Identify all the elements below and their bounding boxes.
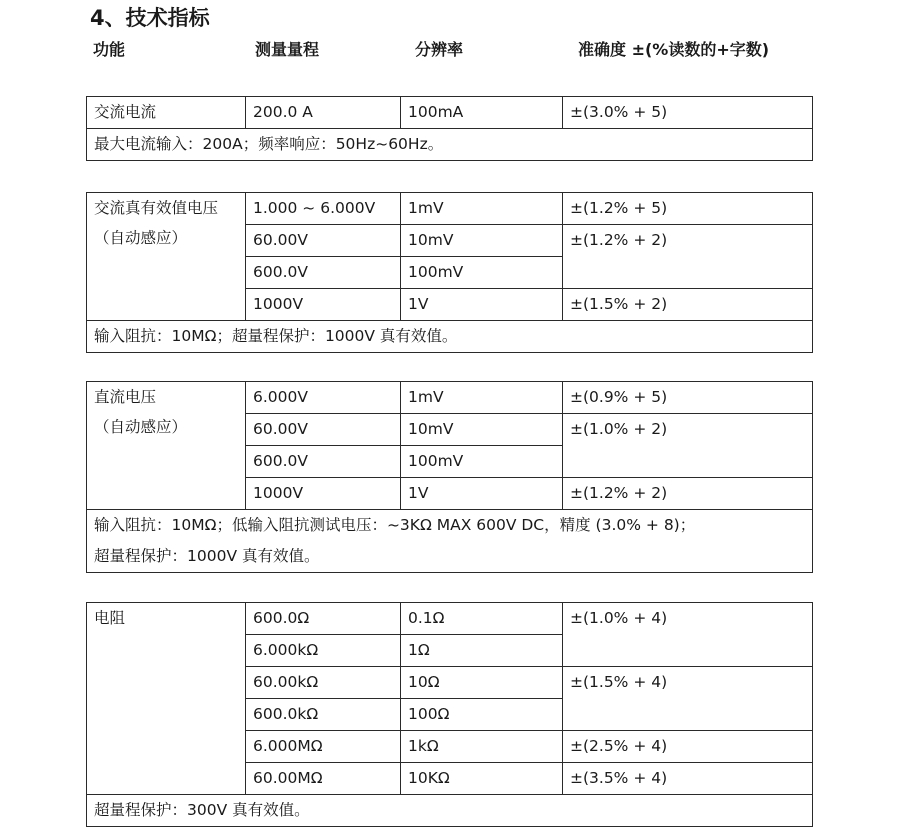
range-cell: 6.000MΩ (246, 731, 401, 763)
function-name: 交流真有效值电压 (94, 199, 219, 217)
range-cell: 600.0V (246, 257, 401, 289)
resolution-cell: 1V (401, 478, 563, 510)
range-cell: 60.00V (246, 414, 401, 446)
accuracy-cell: ±(1.5% + 4) (563, 667, 813, 731)
resolution-cell: 1kΩ (401, 731, 563, 763)
header-resolution: 分辨率 (415, 40, 464, 59)
range-cell: 60.00V (246, 225, 401, 257)
resolution-cell: 1V (401, 289, 563, 321)
resolution-cell: 10mV (401, 225, 563, 257)
table-row (87, 97, 813, 129)
range-cell: 6.000V (246, 382, 401, 414)
table-row (87, 129, 813, 161)
accuracy-cell: ±(3.0% + 5) (563, 97, 813, 129)
range-cell: 6.000kΩ (246, 635, 401, 667)
resolution-cell: 0.1Ω (401, 603, 563, 635)
range-cell: 1.000 ~ 6.000V (246, 193, 401, 225)
resolution-cell: 1Ω (401, 635, 563, 667)
resolution-cell: 10KΩ (401, 763, 563, 795)
resolution-cell: 1mV (401, 382, 563, 414)
note-cell: 最大电流输入：200A；频率响应：50Hz~60Hz。 (87, 129, 813, 161)
function-mode: （自动感应） (94, 229, 188, 247)
note-cell: 输入阻抗：10MΩ；超量程保护：1000V 真有效值。 (87, 321, 813, 353)
ac-current-table (86, 96, 813, 161)
range-cell: 600.0V (246, 446, 401, 478)
range-cell: 60.00MΩ (246, 763, 401, 795)
table-row (87, 321, 813, 353)
accuracy-cell: ±(1.0% + 4) (563, 603, 813, 667)
function-cell (87, 193, 246, 321)
note-cell (87, 510, 813, 573)
resolution-cell: 100mA (401, 97, 563, 129)
function-mode: （自动感应） (94, 418, 188, 436)
function-name: 直流电压 (94, 388, 157, 406)
accuracy-cell: ±(1.2% + 5) (563, 193, 813, 225)
header-function: 功能 (93, 40, 126, 59)
range-cell: 600.0Ω (246, 603, 401, 635)
accuracy-cell: ±(1.2% + 2) (563, 225, 813, 289)
section-title: 4、技术指标 (90, 6, 210, 30)
resolution-cell: 10mV (401, 414, 563, 446)
function-cell (87, 382, 246, 510)
range-cell: 1000V (246, 478, 401, 510)
function-cell: 电阻 (87, 603, 246, 795)
dc-voltage-table (86, 381, 813, 573)
accuracy-cell: ±(2.5% + 4) (563, 731, 813, 763)
accuracy-cell: ±(1.2% + 2) (563, 478, 813, 510)
accuracy-cell: ±(1.5% + 2) (563, 289, 813, 321)
table-row (87, 382, 813, 414)
accuracy-cell: ±(3.5% + 4) (563, 763, 813, 795)
range-cell: 600.0kΩ (246, 699, 401, 731)
resolution-cell: 100mV (401, 257, 563, 289)
range-cell: 60.00kΩ (246, 667, 401, 699)
header-range: 测量量程 (255, 40, 320, 59)
range-cell: 200.0 A (246, 97, 401, 129)
note-cell: 超量程保护：300V 真有效值。 (87, 795, 813, 827)
resolution-cell: 100Ω (401, 699, 563, 731)
table-row (87, 510, 813, 573)
resolution-cell: 100mV (401, 446, 563, 478)
ac-voltage-table (86, 192, 813, 353)
note-line: 输入阻抗：10MΩ；低输入阻抗测试电压：~3KΩ MAX 600V DC，精度 (3.0% + 8)； (94, 516, 696, 534)
table-row (87, 193, 813, 225)
header-accuracy: 准确度 ±(%读数的+字数) (578, 40, 770, 59)
accuracy-cell: ±(0.9% + 5) (563, 382, 813, 414)
table-row (87, 603, 813, 635)
note-line: 超量程保护：1000V 真有效值。 (94, 547, 320, 565)
resolution-cell: 1mV (401, 193, 563, 225)
accuracy-cell: ±(1.0% + 2) (563, 414, 813, 478)
range-cell: 1000V (246, 289, 401, 321)
table-row (87, 795, 813, 827)
function-cell: 交流电流 (87, 97, 246, 129)
resistance-table (86, 602, 813, 827)
resolution-cell: 10Ω (401, 667, 563, 699)
